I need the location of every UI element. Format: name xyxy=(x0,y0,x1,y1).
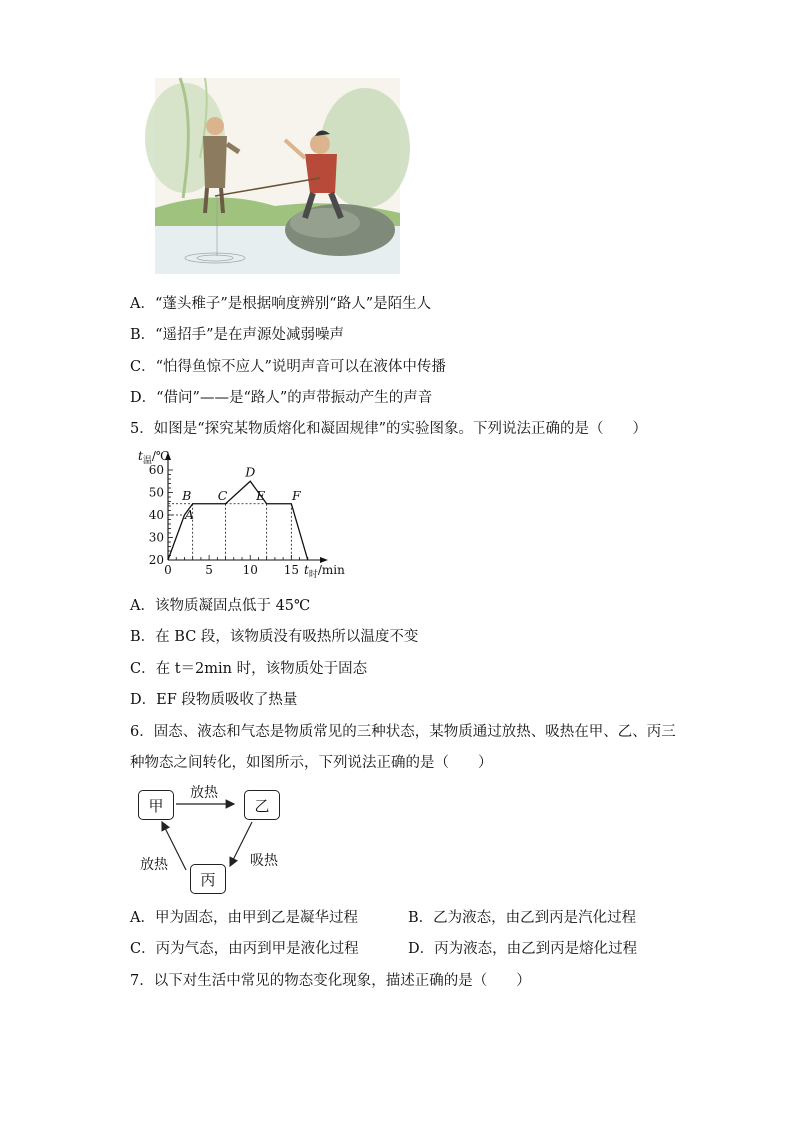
point-label-b: B xyxy=(182,487,192,503)
q5-option-b: B．在 BC 段，该物质没有吸热所以温度不变 xyxy=(130,629,419,645)
x-axis-label: $t_时/\min$ xyxy=(304,563,345,580)
point-label-c: C xyxy=(217,487,228,503)
point-label-a: A xyxy=(184,507,194,522)
y-axis-label: $t_温/℃$ xyxy=(138,449,170,466)
y-tick-label: 20 xyxy=(148,553,164,567)
q6-option-d: D．丙为液态，由乙到丙是熔化过程 xyxy=(408,941,638,957)
q6-option-b: B．乙为液态，由乙到丙是汽化过程 xyxy=(408,910,637,926)
q6-option-c: C．丙为气态，由丙到甲是液化过程 xyxy=(130,941,359,957)
label-release-heat-left: 放热 xyxy=(140,857,168,873)
q6-stem-line2: 种物态之间转化，如图所示，下列说法正确的是（ ） xyxy=(130,755,493,771)
box-bing: 丙 xyxy=(190,864,226,894)
ancient-fishing-illustration xyxy=(155,78,400,274)
q6-option-a: A．甲为固态，由甲到乙是凝华过程 xyxy=(130,910,358,926)
arrow-yi-to-bing xyxy=(230,822,252,866)
state-change-diagram xyxy=(130,780,300,900)
q4-option-c: C．“怕得鱼惊不应人”说明声音可以在液体中传播 xyxy=(130,359,446,375)
x-tick-label: 15 xyxy=(283,563,299,577)
q6-stem-line1: 6．固态、液态和气态是物质常见的三种状态，某物质通过放热、吸热在甲、乙、丙三 xyxy=(130,724,676,740)
point-label-f: F xyxy=(291,487,301,503)
melting-curve-chart xyxy=(126,448,345,588)
box-yi: 乙 xyxy=(244,790,280,820)
q7-stem: 7．以下对生活中常见的物态变化现象，描述正确的是（ ） xyxy=(130,973,531,989)
label-release-heat-top: 放热 xyxy=(190,785,218,801)
x-tick-label: 0 xyxy=(164,563,172,577)
box-jia: 甲 xyxy=(138,790,174,820)
q4-option-a: A．“蓬头稚子”是根据响度辨别“路人”是陌生人 xyxy=(130,296,432,312)
y-tick-label: 30 xyxy=(148,530,164,545)
q5-option-a: A．该物质凝固点低于 45℃ xyxy=(130,598,311,614)
q5-option-c: C．在 t＝2min 时，该物质处于固态 xyxy=(130,661,368,677)
q4-option-d: D．“借问”——是“路人”的声带振动产生的声音 xyxy=(130,390,433,406)
y-tick-label: 60 xyxy=(148,463,164,477)
y-tick-label: 50 xyxy=(148,485,164,500)
y-tick-label: 40 xyxy=(148,508,164,522)
q5-option-d: D．EF 段物质吸收了热量 xyxy=(130,692,298,708)
point-label-d: D xyxy=(245,464,256,480)
label-absorb-heat: 吸热 xyxy=(250,853,278,869)
x-tick-label: 5 xyxy=(205,563,213,577)
q5-stem: 5．如图是“探究某物质熔化和凝固规律”的实验图象。下列说法正确的是（ ） xyxy=(130,421,648,437)
chart-svg xyxy=(126,448,345,588)
x-tick-label: 10 xyxy=(242,563,258,577)
q4-option-b: B．“遥招手”是在声源处减弱噪声 xyxy=(130,327,344,343)
point-label-e: E xyxy=(256,487,266,503)
